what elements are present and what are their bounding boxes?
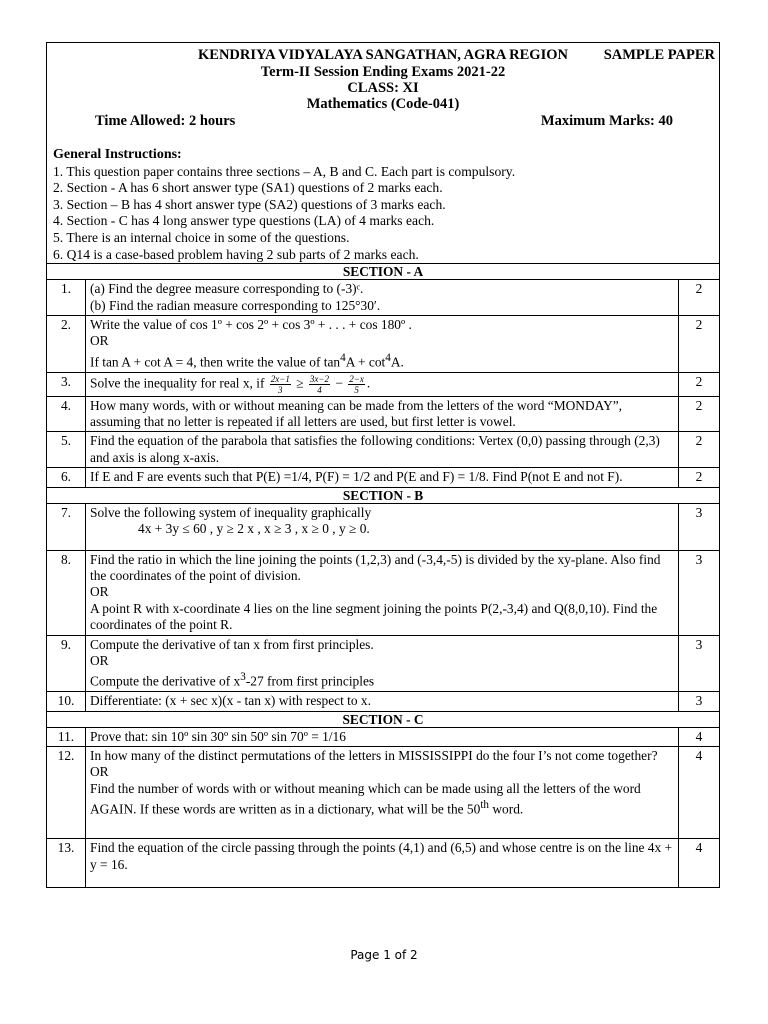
superscript: th	[480, 799, 490, 812]
text-fragment: word.	[492, 801, 524, 817]
subject-label: Mathematics (Code-041)	[306, 96, 460, 112]
question-number: 7.	[47, 503, 86, 550]
text-fragment: If tan A + cot A = 4, then write the value of tan	[90, 354, 341, 370]
superscript: 4	[340, 351, 346, 364]
question-marks: 3	[679, 550, 720, 635]
question-marks: 3	[679, 635, 720, 692]
section-a-heading: SECTION - A	[47, 264, 719, 280]
questions-table	[47, 263, 719, 887]
question-line: A point R with x-coordinate 4 lies on the line segment joining the points P(2,-3,4) and Q(8,0,10). Find the coordinates of the point R.	[90, 600, 658, 633]
superscript: 4	[385, 351, 391, 364]
question-text	[86, 635, 679, 692]
or-label: OR	[90, 652, 109, 668]
fraction	[348, 374, 365, 395]
fraction	[270, 374, 291, 395]
question-row	[47, 396, 719, 432]
question-marks: 2	[679, 396, 720, 432]
question-text	[86, 503, 679, 550]
question-row	[47, 280, 719, 316]
question-number: 12.	[47, 747, 86, 839]
question-text: How many words, with or without meaning can be made from the letters of the word “MONDAY”, assuming that no letter is repeated if all letters are used, but first letter is vowel.	[86, 396, 679, 432]
text-fragment: ≥	[296, 375, 304, 391]
text-fragment: -27 from first principles	[245, 673, 375, 689]
question-text	[86, 372, 679, 396]
sample-paper-label: SAMPLE PAPER	[603, 47, 715, 63]
question-line: In how many of the distinct permutations of the letters in MISSISSIPPI do the four I’s not come together?	[90, 748, 658, 764]
question-marks: 2	[679, 372, 720, 396]
question-line	[90, 669, 674, 690]
denominator: 4	[317, 384, 322, 395]
question-row	[47, 432, 719, 468]
general-instructions	[47, 147, 719, 263]
question-number: 5.	[47, 432, 86, 468]
question-number: 9.	[47, 635, 86, 692]
question-row	[47, 550, 719, 635]
question-marks: 2	[679, 432, 720, 468]
numerator: 2x−1	[270, 373, 290, 384]
question-number: 1.	[47, 280, 86, 316]
instruction-item: 2. Section - A has 6 short answer type (SA1) questions of 2 marks each.	[53, 180, 443, 196]
question-text: Find the equation of the parabola that satisfies the following conditions: Vertex (0,0) passing through (2,3) and axis is along x-axis.	[86, 432, 679, 468]
denominator: 3	[278, 384, 283, 395]
text-fragment: A + cot	[345, 354, 386, 370]
question-number: 13.	[47, 839, 86, 887]
question-part-a: (a) Find the degree measure corresponding to (-3)ᶜ.	[90, 281, 364, 297]
question-marks: 2	[679, 280, 720, 316]
numerator: 2−x	[349, 373, 364, 384]
question-number: 6.	[47, 468, 86, 487]
question-marks: 3	[679, 692, 720, 711]
question-marks: 4	[679, 839, 720, 887]
question-paper	[46, 42, 720, 888]
question-row	[47, 747, 719, 839]
question-line: Solve the following system of inequality graphically	[90, 504, 372, 520]
instruction-item: 6. Q14 is a case-based problem having 2 sub parts of 2 marks each.	[53, 246, 419, 262]
question-line: Write the value of cos 1º + cos 2º + cos 3º + . . . + cos 180º .	[90, 316, 412, 332]
instruction-item: 4. Section - C has 4 long answer type questions (LA) of 4 marks each.	[53, 213, 435, 229]
text-fragment: .	[366, 375, 371, 391]
instruction-item: 3. Section – B has 4 short answer type (SA2) questions of 3 marks each.	[53, 196, 446, 212]
or-label: OR	[90, 584, 109, 600]
question-text	[86, 280, 679, 316]
fraction	[309, 374, 330, 395]
numerator: 3x−2	[309, 373, 329, 384]
question-text: If E and F are events such that P(E) =1/4, P(F) = 1/2 and P(E and F) = 1/8. Find P(not E and not F).	[86, 468, 679, 487]
question-marks: 2	[679, 468, 720, 487]
question-text	[86, 315, 679, 372]
class-label: CLASS: XI	[347, 80, 419, 96]
question-text: Differentiate: (x + sec x)(x - tan x) with respect to x.	[86, 692, 679, 711]
question-row	[47, 727, 719, 746]
instructions-title: General Instructions:	[53, 147, 182, 162]
maximum-marks: Maximum Marks: 40	[540, 113, 673, 129]
question-marks: 4	[679, 747, 720, 839]
text-fragment: Find the number of words with or without meaning which can be made using all the letters of the word AGAIN. If these words are written as in a dictionary, what will be the 50	[90, 780, 641, 817]
question-marks: 3	[679, 503, 720, 550]
question-row	[47, 503, 719, 550]
question-marks: 4	[679, 727, 720, 746]
question-line	[90, 350, 674, 371]
question-number: 2.	[47, 315, 86, 372]
question-line	[90, 781, 674, 818]
question-number: 10.	[47, 692, 86, 711]
question-row	[47, 468, 719, 487]
question-line: Find the ratio in which the line joining the points (1,2,3) and (-3,4,-5) is divided by the xy-plane. Also find the coordinates of the point of division.	[90, 551, 661, 583]
org-title: KENDRIYA VIDYALAYA SANGATHAN, AGRA REGION	[198, 47, 568, 63]
question-line: Compute the derivative of tan x from first principles.	[90, 636, 374, 652]
question-marks: 2	[679, 315, 720, 372]
question-text: Find the equation of the circle passing through the points (4,1) and (6,5) and whose centre is on the line 4x + y = 16.	[86, 839, 679, 887]
or-label: OR	[90, 333, 109, 349]
text-fragment: −	[335, 375, 343, 391]
question-row	[47, 692, 719, 711]
text-fragment: Compute the derivative of x	[90, 673, 241, 689]
denominator: 5	[354, 384, 359, 395]
question-number: 3.	[47, 372, 86, 396]
question-number: 11.	[47, 727, 86, 746]
page-footer: Page 1 of 2	[350, 948, 418, 962]
or-label: OR	[90, 764, 109, 780]
instruction-item: 5. There is an internal choice in some of the questions.	[53, 229, 350, 245]
time-allowed: Time Allowed: 2 hours	[95, 113, 236, 129]
question-line: 4x + 3y ≤ 60 , y ≥ 2 x , x ≥ 3 , x ≥ 0 , y ≥ 0.	[138, 521, 370, 537]
text-fragment: Solve the inequality for real x, if	[90, 375, 265, 391]
text-fragment: A.	[390, 354, 404, 370]
exam-title: Term-II Session Ending Exams 2021-22	[260, 64, 506, 80]
question-part-b: (b) Find the radian measure corresponding to 125°30′.	[90, 297, 381, 313]
question-row	[47, 372, 719, 396]
question-number: 8.	[47, 550, 86, 635]
question-text	[86, 747, 679, 839]
question-row	[47, 315, 719, 372]
paper-header	[47, 43, 719, 147]
question-text: Prove that: sin 10º sin 30º sin 50º sin 70º = 1/16	[86, 727, 679, 746]
question-row	[47, 839, 719, 887]
question-number: 4.	[47, 396, 86, 432]
section-c-heading: SECTION - C	[47, 711, 719, 727]
superscript: 3	[240, 671, 246, 684]
question-row	[47, 635, 719, 692]
question-text	[86, 550, 679, 635]
instruction-item: 1. This question paper contains three sections – A, B and C. Each part is compulsory.	[53, 163, 516, 179]
section-b-heading: SECTION - B	[47, 487, 719, 503]
